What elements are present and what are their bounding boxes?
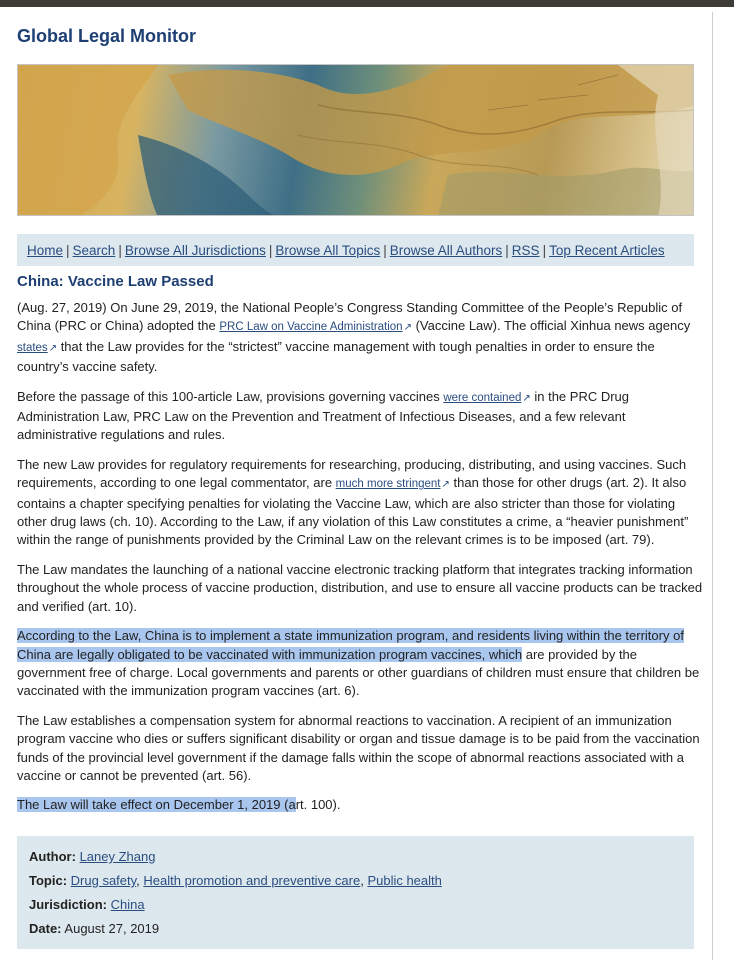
nav-browse-topics-link[interactable]: Browse All Topics: [275, 243, 381, 258]
date-row: [29, 921, 694, 945]
external-link-icon: ↗: [441, 479, 450, 491]
xinhua-states-link[interactable]: states: [17, 341, 48, 354]
paragraph-7: The Law will take effect on December 1, 2019 (art. 100).: [17, 797, 341, 813]
vaccine-law-link[interactable]: PRC Law on Vaccine Administration: [219, 321, 403, 334]
paragraph-1: (Aug. 27, 2019) On June 29, 2019, the National People’s Congress Standing Committee of the People’s Republic of China (PRC or China) adopted the PRC Law on Vaccine Administration↗ (Vaccine Law). The official Xinhua news agency states↗ that the Law provides for the “strictest” vaccine management with tough penalties in order to ensure the country’s vaccine safety.: [17, 300, 691, 375]
nav-browse-authors-link[interactable]: Browse All Authors: [389, 243, 503, 258]
top-strip: [0, 0, 734, 7]
date-value: August 27, 2019: [64, 921, 160, 936]
highlighted-text: The Law will take effect on December 1, 2019 (a: [17, 797, 296, 813]
jurisdiction-row: [29, 897, 694, 921]
article-metadata-box: [17, 836, 694, 949]
paragraph-3: The new Law provides for regulatory requirements for researching, producing, distributing, and using vaccines. Such requirements, according to one legal commentator, are much more stringent↗ than those for other drugs (art. 2). It also contains a chapter specifying penalties for violating the Vaccine Law, which are also stricter than those for violating other drug laws (ch. 10). According to the Law, if any violation of this Law constitutes a crime, a “heavier punishment” within the range of punishments provided by the Criminal Law on the relevant crimes is to be imposed (art. 79).: [17, 456, 689, 548]
were-contained-link[interactable]: were contained: [443, 391, 522, 404]
header-banner-map-image: [17, 64, 694, 216]
nav-separator: |: [383, 243, 387, 258]
nav-separator: |: [118, 243, 122, 258]
nav-rss-link[interactable]: RSS: [511, 243, 540, 258]
topic-link-public-health[interactable]: Public health: [367, 873, 442, 888]
top-navigation: [17, 234, 694, 266]
site-title[interactable]: Global Legal Monitor: [17, 26, 196, 46]
topic-link-drug-safety[interactable]: Drug safety: [70, 873, 137, 888]
external-link-icon: ↗: [522, 392, 531, 404]
nav-top-recent-articles-link[interactable]: Top Recent Articles: [549, 243, 665, 258]
much-more-stringent-link[interactable]: much more stringent: [335, 478, 441, 491]
date-label: Date:: [29, 921, 62, 936]
nav-separator: |: [542, 243, 547, 258]
nav-home-link[interactable]: Home: [27, 243, 64, 258]
topic-row: Topic: Drug safety, Health promotion and preventive care, Public health: [29, 873, 442, 888]
author-link[interactable]: Laney Zhang: [79, 849, 156, 864]
article-title: China: Vaccine Law Passed: [17, 273, 214, 290]
external-link-icon: ↗: [403, 322, 412, 334]
nav-search-link[interactable]: Search: [72, 243, 116, 258]
paragraph-2: Before the passage of this 100-article Law, provisions governing vaccines were contained↗ in the PRC Drug Administration Law, PRC Law on the Prevention and Treatment of Infectious Diseases, and a few relevant administrative regulations and rules.: [17, 388, 630, 443]
external-link-icon: ↗: [48, 342, 58, 354]
author-row: [29, 849, 694, 873]
page-divider: [712, 12, 713, 960]
paragraph-5: According to the Law, China is to implement a state immunization program, and residents living within the territory of China are legally obligated to be vaccinated with immunization program vaccines, which are provided by the government free of charge. Local governments and parents or other guardians of children must ensure that children be vaccinated with the immunization program vaccines (art. 6).: [17, 628, 700, 699]
highlighted-text: According to the Law, China is to implement a state immunization program, and residents living within the territory of China are legally obligated to be vaccinated with immunization program vaccines, which: [17, 628, 684, 662]
nav-browse-jurisdictions-link[interactable]: Browse All Jurisdictions: [124, 243, 266, 258]
jurisdiction-link[interactable]: China: [110, 897, 145, 912]
nav-separator: |: [268, 243, 273, 258]
topic-link-health-promotion[interactable]: Health promotion and preventive care: [143, 873, 361, 888]
nav-separator: |: [66, 243, 70, 258]
nav-separator: |: [505, 243, 509, 258]
paragraph-6: The Law establishes a compensation system for abnormal reactions to vaccination. A recipient of an immunization program vaccine who dies or suffers significant disability or organ and tissue damage is to be paid from the vaccination funds of the provincial level government if the damage falls within the scope of abnormal reactions associated with a vaccine or cannot be prevented (art. 56).: [17, 712, 700, 783]
jurisdiction-label: Jurisdiction:: [29, 897, 108, 912]
article-body: [17, 299, 705, 826]
topic-label: Topic:: [29, 873, 68, 888]
author-label: Author:: [29, 849, 76, 864]
paragraph-4: The Law mandates the launching of a national vaccine electronic tracking platform that integrates tracking information throughout the whole process of vaccine production, distribution, and use to ensure all vaccine products can be tracked and verified (art. 10).: [17, 561, 703, 614]
